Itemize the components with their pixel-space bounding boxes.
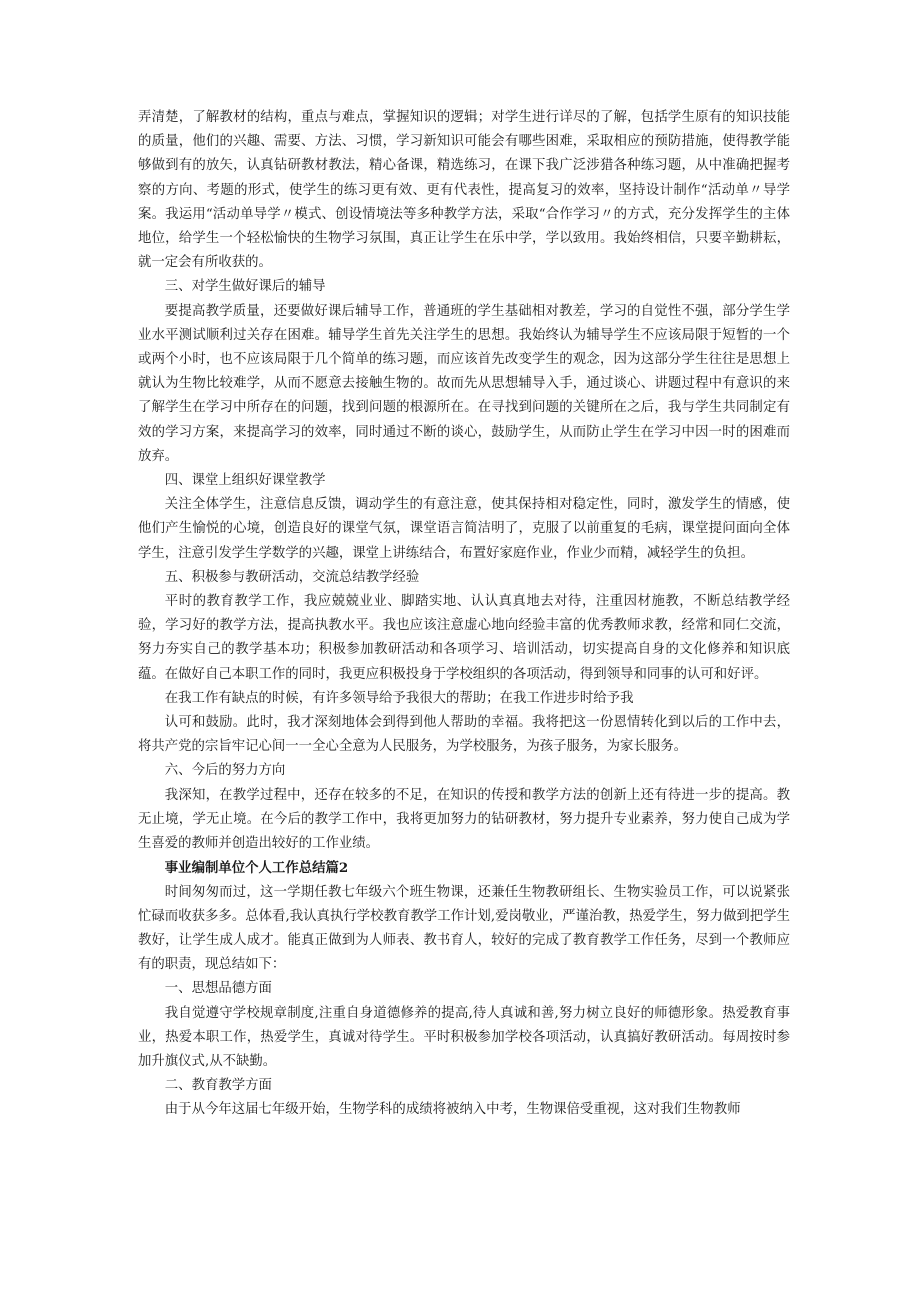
paragraph-teaching-start: 由于从今年这届七年级开始，生物学科的成绩将被纳入中考，生物课倍受重视，这对我们生物教师 bbox=[164, 1102, 741, 1118]
paragraph-continuation: 弄清楚，了解教材的结构，重点与难点，掌握知识的逻辑；对学生进行详尽的了解，包括学生原有的知识技能的质量，他们的兴趣、需要、方法、习惯，学习新知识可能会有哪些困难，采取相应的预防措施，使得教学能够做到有的放矢，认真钻研教材教法，精心备课，精选练习，在课下我广泛涉猎各种练习题，从中准确把握考察的方向、考题的形式，使学生的练习更有效、更有代表性，提高复习的效率，坚持设计制作“活动单〃导学案。我运用“活动单导学〃模式、创设情境法等多种教学方法，采取“合作学习〃的方式，充分发挥学生的主体地位，给学生一个轻松愉快的生物学习氛围，真正让学生在乐中学，学以致用。我始终相信，只要辛勤耕耘，就一定会有所收获的。 bbox=[138, 110, 790, 271]
paragraph-future-direction: 我深知，在教学过程中，还存在较多的不足，在知识的传授和教学方法的创新上还有待进一步的提高。教无止境，学无止境。在今后的教学工作中，我将更加努力的钻研教材，努力提升专业素养，努力使自己成为学生喜爱的教师并创造出较好的工作业绩。 bbox=[138, 787, 790, 852]
paragraph-semester-summary: 时间匆匆而过，这一学期任教七年级六个班生物课，还兼任生物教研组长、生物实验员工作，可以说紧张忙碌而收获多多。总体看,我认真执行学校教育教学工作计划,爱岗敬业，严谨治教，热爱学生，努力做到把学生教好，让学生成人成才。能真正做到为人师表、教书育人，较好的完成了教育教学工作任务，尽到一个教师应有的职责，现总结如下： bbox=[138, 884, 790, 973]
paragraph-morality: 我自觉遵守学校规章制度,注重自身道德修养的提高,待人真诚和善,努力树立良好的师德形象。热爱教育事业，热爱本职工作，热爱学生，真诚对待学生。平时积极参加学校各项活动，认真搞好教研活动。每周按时参加升旗仪式,从不缺勤。 bbox=[138, 1005, 790, 1069]
section-heading-morality: 一、思想品德方面 bbox=[164, 981, 272, 997]
article-title-part-2: 事业编制单位个人工作总结篇2 bbox=[164, 860, 349, 877]
section-heading-6: 六、今后的努力方向 bbox=[164, 763, 286, 779]
paragraph-gratitude-continued: 认可和鼓励。此时，我才深刻地体会到得到他人帮助的幸福。我将把这一份恩情转化到以后的工作中去，将共产党的宗旨牢记心间一一全心全意为人民服务，为学校服务，为孩子服务，为家长服务。 bbox=[138, 715, 790, 755]
section-heading-teaching: 二、教育教学方面 bbox=[164, 1078, 272, 1094]
paragraph-teaching-research: 平时的教育教学工作，我应兢兢业业、脚踏实地、认认真真地去对待，注重因材施教，不断总结教学经验，学习好的教学方法，提高执教水平。我也应该注意虚心地向经验丰富的优秀教师求教，经常和同仁交流，努力夯实自己的教学基本功；积极参加教研活动和各项学习、培训活动，切实提高自身的文化修养和知识底蕴。在做好自己本职工作的同时，我更应积极投身于学校组织的各项活动，得到领导和同事的认可和好评。 bbox=[138, 594, 790, 682]
section-heading-3: 三、对学生做好课后的辅导 bbox=[164, 279, 326, 295]
section-heading-5: 五、积极参与教研活动，交流总结教学经验 bbox=[164, 569, 420, 585]
paragraph-classroom-teaching: 关注全体学生，注意信息反馈，调动学生的有意注意，使其保持相对稳定性，同时，激发学生的情感，使他们产生愉悦的心境，创造良好的课堂气氛，课堂语言简洁明了，克服了以前重复的毛病，课堂提问面向全体学生，注意引发学生学数学的兴趣，课堂上讲练结合，布置好家庭作业，作业少而精，减轻学生的负担。 bbox=[138, 497, 790, 561]
document-page bbox=[138, 106, 790, 1123]
paragraph-gratitude-start: 在我工作有缺点的时候，有许多领导给予我很大的帮助；在我工作进步时给予我 bbox=[164, 690, 634, 706]
section-heading-4: 四、课堂上组织好课堂教学 bbox=[164, 473, 326, 489]
paragraph-after-class-tutoring: 要提高教学质量，还要做好课后辅导工作，普通班的学生基础相对教差，学习的自觉性不强，部分学生学业水平测试顺利过关存在困难。辅导学生首先关注学生的思想。我始终认为辅导学生不应该局限于短暂的一个或两个小时，也不应该局限于几个简单的练习题，而应该首先改变学生的观念，因为这部分学生往往是思想上就认为生物比较难学，从而不愿意去接触生物的。故而先从思想辅导入手，通过谈心、讲题过程中有意识的来了解学生在学习中所存在的问题，找到问题的根源所在。在寻找到问题的关键所在之后，我与学生共同制定有效的学习方案，来提高学习的效率，同时通过不断的谈心，鼓励学生，从而防止学生在学习中因一时的困难而放弃。 bbox=[138, 303, 790, 464]
